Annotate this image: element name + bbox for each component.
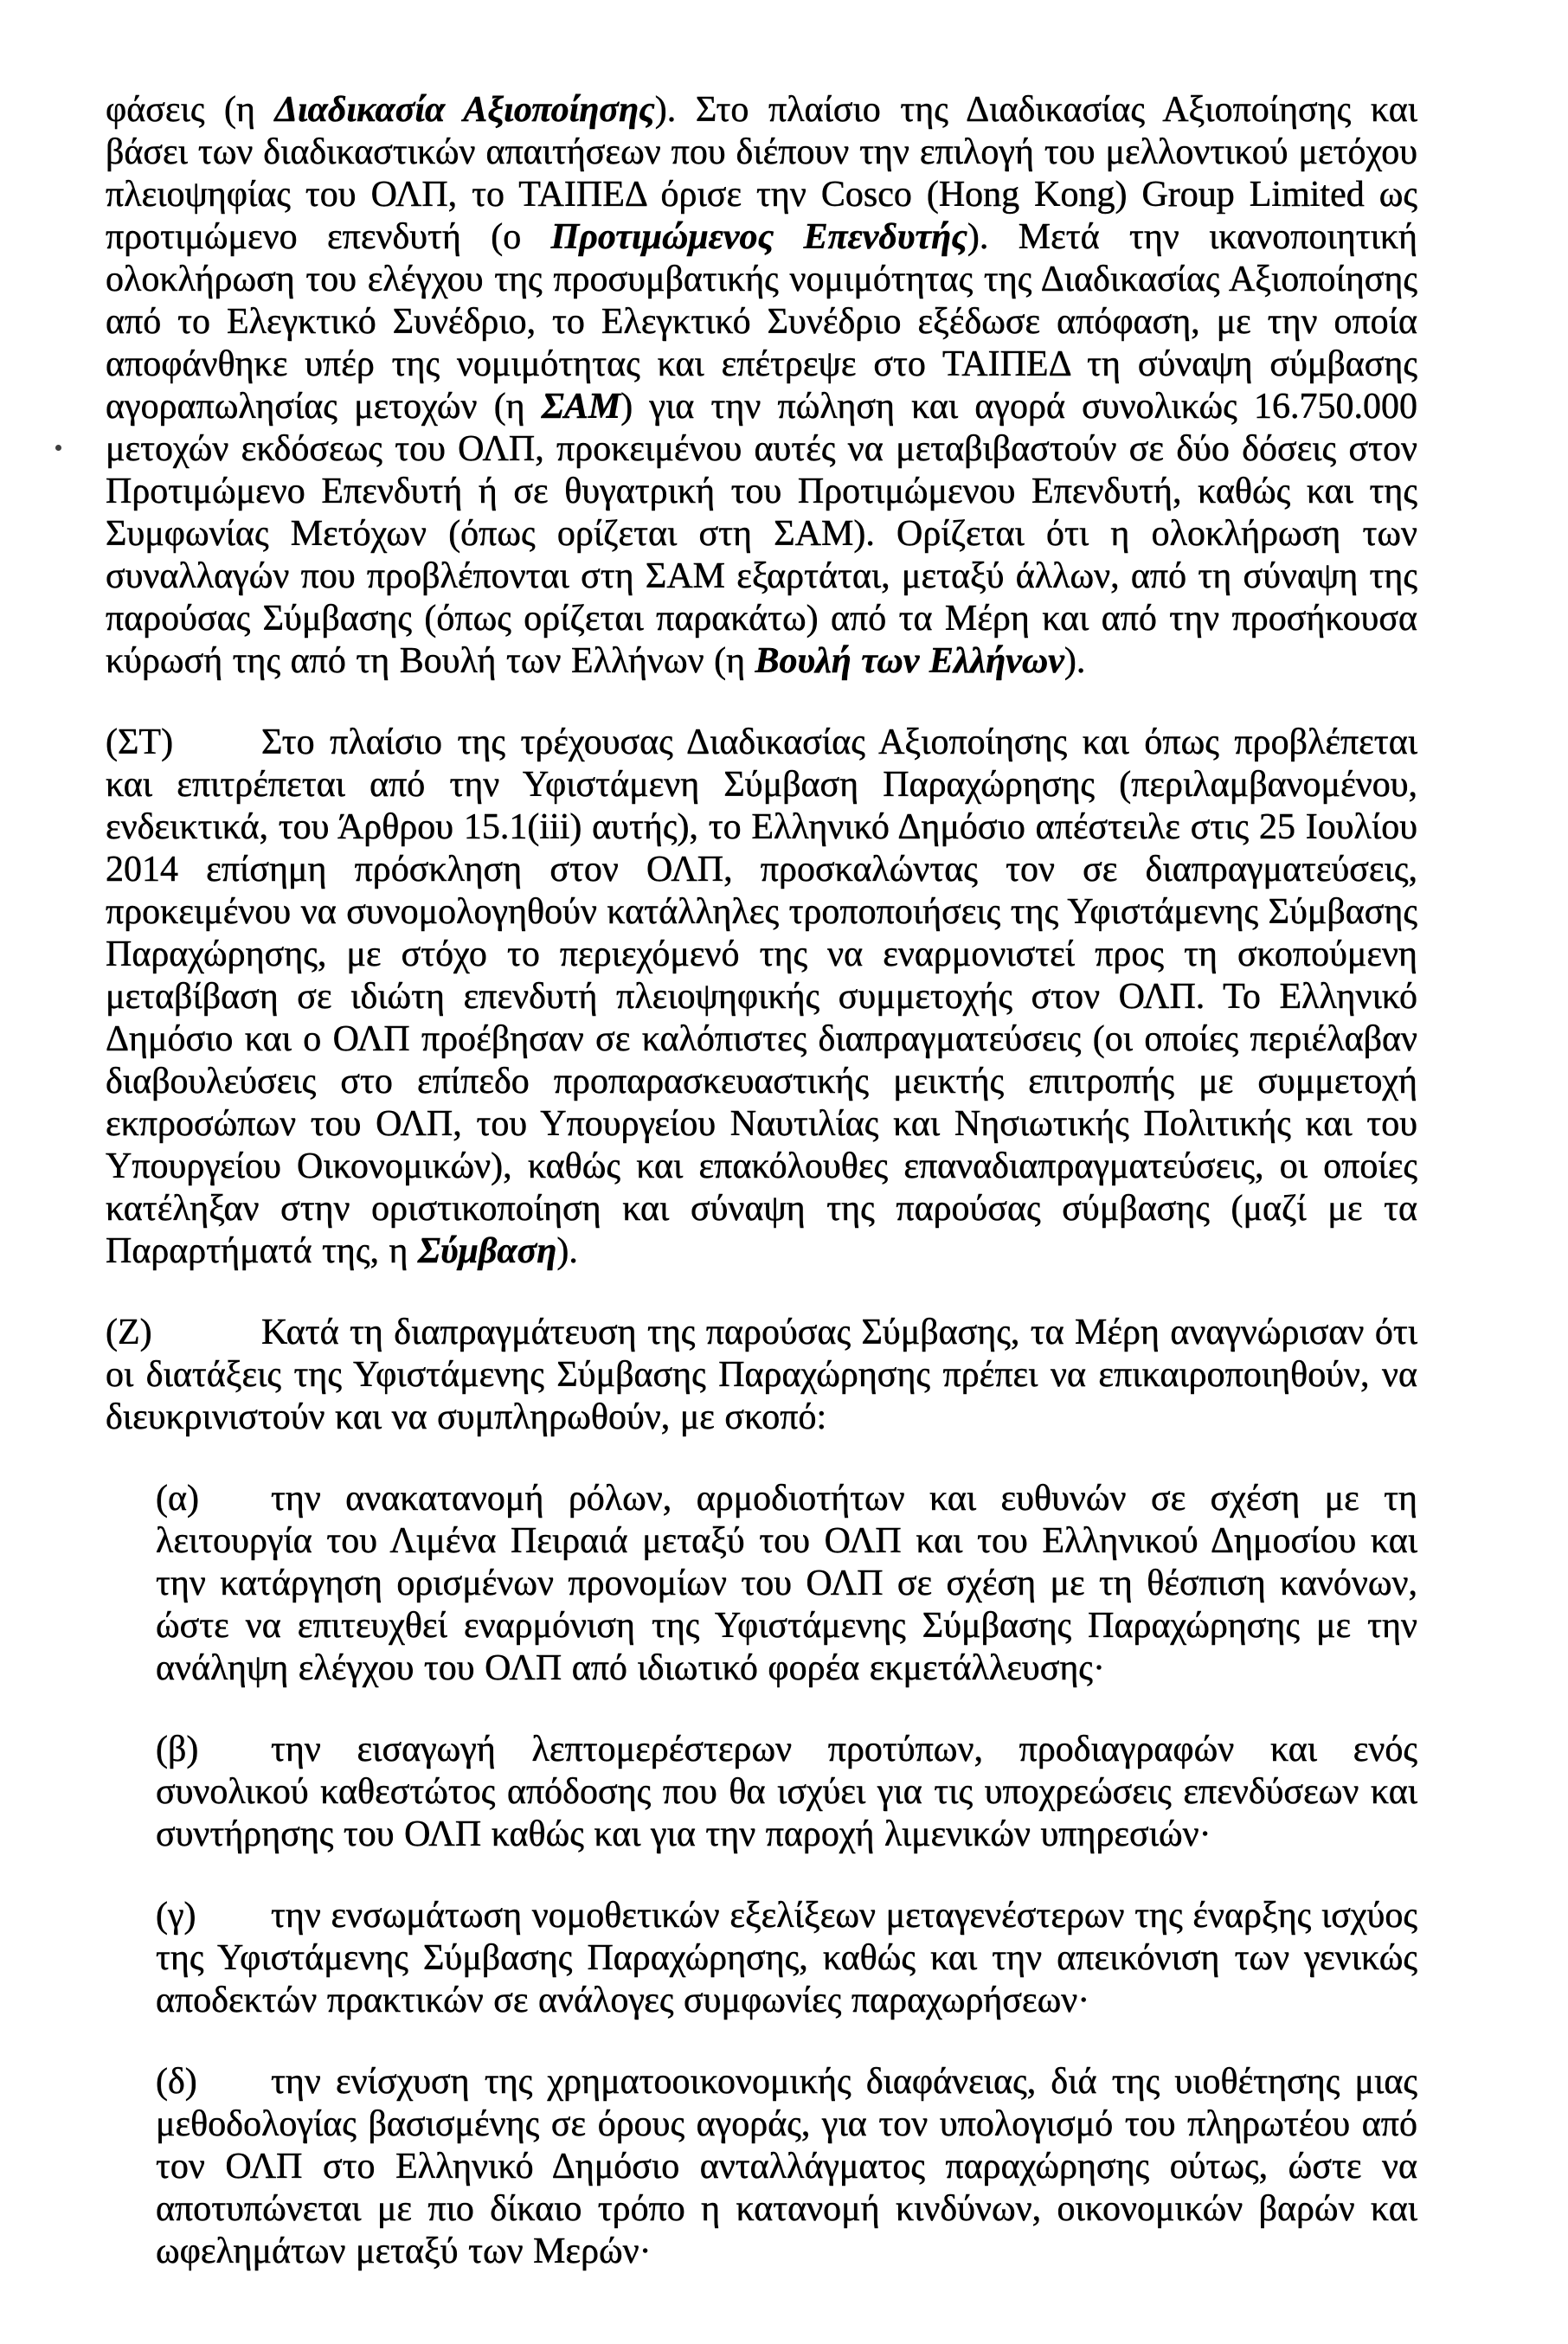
- paragraph-continuation: [106, 89, 1417, 683]
- body-text: ). Μετά την ικανοποιητική ολοκλήρωση του ελέγχου της προσυμβατικής νομιμότητας της Διαδικασίας Αξιοποίησης από το Ελεγκτικό Συνέδριο, το Ελεγκτικό Συνέδριο εξέδωσε απόφαση, με την οποία αποφάνθηκε υπέρ της νομιμότητας και επέτρεψε στο ΤΑΙΠΕΔ τη σύναψη σύμβασης αγοραπωλησίας μετοχών (η: [106, 217, 1417, 427]
- body-text: ). Στο πλαίσιο της Διαδικασίας Αξιοποίησης και βάσει των διαδικαστικών απαιτήσεων που διέπουν την επιλογή του μελλοντικού μετόχου πλειοψηφίας του ΟΛΠ, το ΤΑΙΠΕΔ όρισε την Cosco (Hong Kong) Group Limited ως προτιμώμενο επενδυτή (ο: [106, 90, 1417, 257]
- body-text: την ενίσχυση της χρηματοοικονομικής διαφάνειας, διά της υιοθέτησης μιας μεθοδολογίας βασισμένης σε όρους αγοράς, για τον υπολογισμό του πληρωτέου από τον ΟΛΠ στο Ελληνικό Δημόσιο ανταλλάγματος παραχώρησης ούτως, ώστε να αποτυπώνεται με πιο δίκαιο τρόπο η κατανομή κινδύνων, οικονομικών βαρών και ωφελημάτων μεταξύ των Μερών·: [156, 2062, 1417, 2271]
- paragraph-Ζ: [106, 1312, 1417, 1439]
- scan-artifact-dot: [55, 445, 61, 451]
- paragraph-β: [156, 1729, 1417, 1856]
- paragraph-label: (γ): [156, 1896, 196, 1936]
- body-text: Κατά τη διαπραγμάτευση της παρούσας Σύμβασης, τα Μέρη αναγνώρισαν ότι οι διατάξεις της Υφιστάμενης Σύμβασης Παραχώρησης πρέπει να επικαιροποιηθούν, να διευκρινιστούν και να συμπληρωθούν, με σκοπό:: [106, 1313, 1417, 1437]
- document-body: [0, 89, 1568, 2273]
- paragraph-label: (α): [156, 1479, 199, 1519]
- body-text: ).: [556, 1231, 578, 1271]
- paragraph-label: (ΣΤ): [106, 722, 174, 762]
- body-text: την ενσωμάτωση νομοθετικών εξελίξεων μεταγενέστερων της έναρξης ισχύος της Υφιστάμενης Σύμβασης Παραχώρησης, καθώς και την απεικόνιση των γενικώς αποδεκτών πρακτικών σε ανάλογες συμφωνίες παραχωρήσεων·: [156, 1896, 1417, 2020]
- paragraph-ΣΤ: [106, 722, 1417, 1273]
- paragraph-label: (Ζ): [106, 1313, 152, 1352]
- body-text: ) για την πώληση και αγορά συνολικώς 16.750.000 μετοχών εκδόσεως του ΟΛΠ, προκειμένου αυτές να μεταβιβαστούν σε δύο δόσεις στον Προτιμώμενο Επενδυτή ή σε θυγατρική του Προτιμώμενου Επενδυτή, καθώς και της Συμφωνίας Μετόχων (όπως ορίζεται στη ΣΑΜ). Ορίζεται ότι η ολοκλήρωση των συναλλαγών που προβλέπονται στη ΣΑΜ εξαρτάται, μεταξύ άλλων, από τη σύναψη της παρούσας Σύμβασης (όπως ορίζεται παρακάτω) από τα Μέρη και από την προσήκουσα κύρωσή της από τη Βουλή των Ελλήνων (η: [106, 387, 1418, 681]
- body-text: Στο πλαίσιο της τρέχουσας Διαδικασίας Αξιοποίησης και όπως προβλέπεται και επιτρέπεται από την Υφιστάμενη Σύμβαση Παραχώρησης (περιλαμβανομένου, ενδεικτικά, του Άρθρου 15.1(iii) αυτής), το Ελληνικό Δημόσιο απέστειλε στις 25 Ιουλίου 2014 επίσημη πρόσκληση στον ΟΛΠ, προσκαλώντας τον σε διαπραγματεύσεις, προκειμένου να συνομολογηθούν κατάλληλες τροποποιήσεις της Υφιστάμενης Σύμβασης Παραχώρησης, με στόχο το περιεχόμενό της να εναρμονιστεί προς τη σκοπούμενη μεταβίβαση σε ιδιώτη επενδυτή πλειοψηφικής συμμετοχής στον ΟΛΠ. Το Ελληνικό Δημόσιο και ο ΟΛΠ προέβησαν σε καλόπιστες διαπραγματεύσεις (οι οποίες περιέλαβαν διαβουλεύσεις στο επίπεδο προπαρασκευαστικής μεικτής επιτροπής με συμμετοχή εκπροσώπων του ΟΛΠ, του Υπουργείου Ναυτιλίας και Νησιωτικής Πολιτικής και του Υπουργείου Οικονομικών), καθώς και επακόλουθες επαναδιαπραγματεύσεις, οι οποίες κατέληξαν στην οριστικοποίηση και σύναψη της παρούσας σύμβασης (μαζί με τα Παραρτήματά της, η: [106, 722, 1418, 1271]
- paragraph-α: [156, 1478, 1417, 1690]
- defined-term: Σύμβαση: [417, 1231, 557, 1271]
- defined-term: Προτιμώμενος Επενδυτής: [550, 217, 967, 257]
- body-text: την εισαγωγή λεπτομερέστερων προτύπων, προδιαγραφών και ενός συνολικού καθεστώτος απόδοσης που θα ισχύει για τις υποχρεώσεις επενδύσεων και συντήρησης του ΟΛΠ καθώς και για την παροχή λιμενικών υπηρεσιών·: [156, 1730, 1417, 1854]
- defined-term: Βουλή των Ελλήνων: [755, 641, 1064, 681]
- body-text: φάσεις (η: [106, 90, 275, 130]
- paragraph-label: (δ): [156, 2062, 197, 2102]
- body-text: ).: [1064, 641, 1086, 681]
- paragraph-γ: [156, 1895, 1417, 2022]
- defined-term: ΣΑΜ: [541, 387, 621, 427]
- paragraph-δ: [156, 2061, 1417, 2273]
- defined-term: Διαδικασία Αξιοποίησης: [274, 90, 655, 130]
- body-text: την ανακατανομή ρόλων, αρμοδιοτήτων και ευθυνών σε σχέση με τη λειτουργία του Λιμένα Πειραιά μεταξύ του ΟΛΠ και του Ελληνικού Δημοσίου και την κατάργηση ορισμένων προνομίων του ΟΛΠ σε σχέση με τη θέσπιση κανόνων, ώστε να επιτευχθεί εναρμόνιση της Υφιστάμενης Σύμβασης Παραχώρησης με την ανάληψη ελέγχου του ΟΛΠ από ιδιωτικό φορέα εκμετάλλευσης·: [156, 1479, 1417, 1688]
- paragraph-label: (β): [156, 1730, 199, 1769]
